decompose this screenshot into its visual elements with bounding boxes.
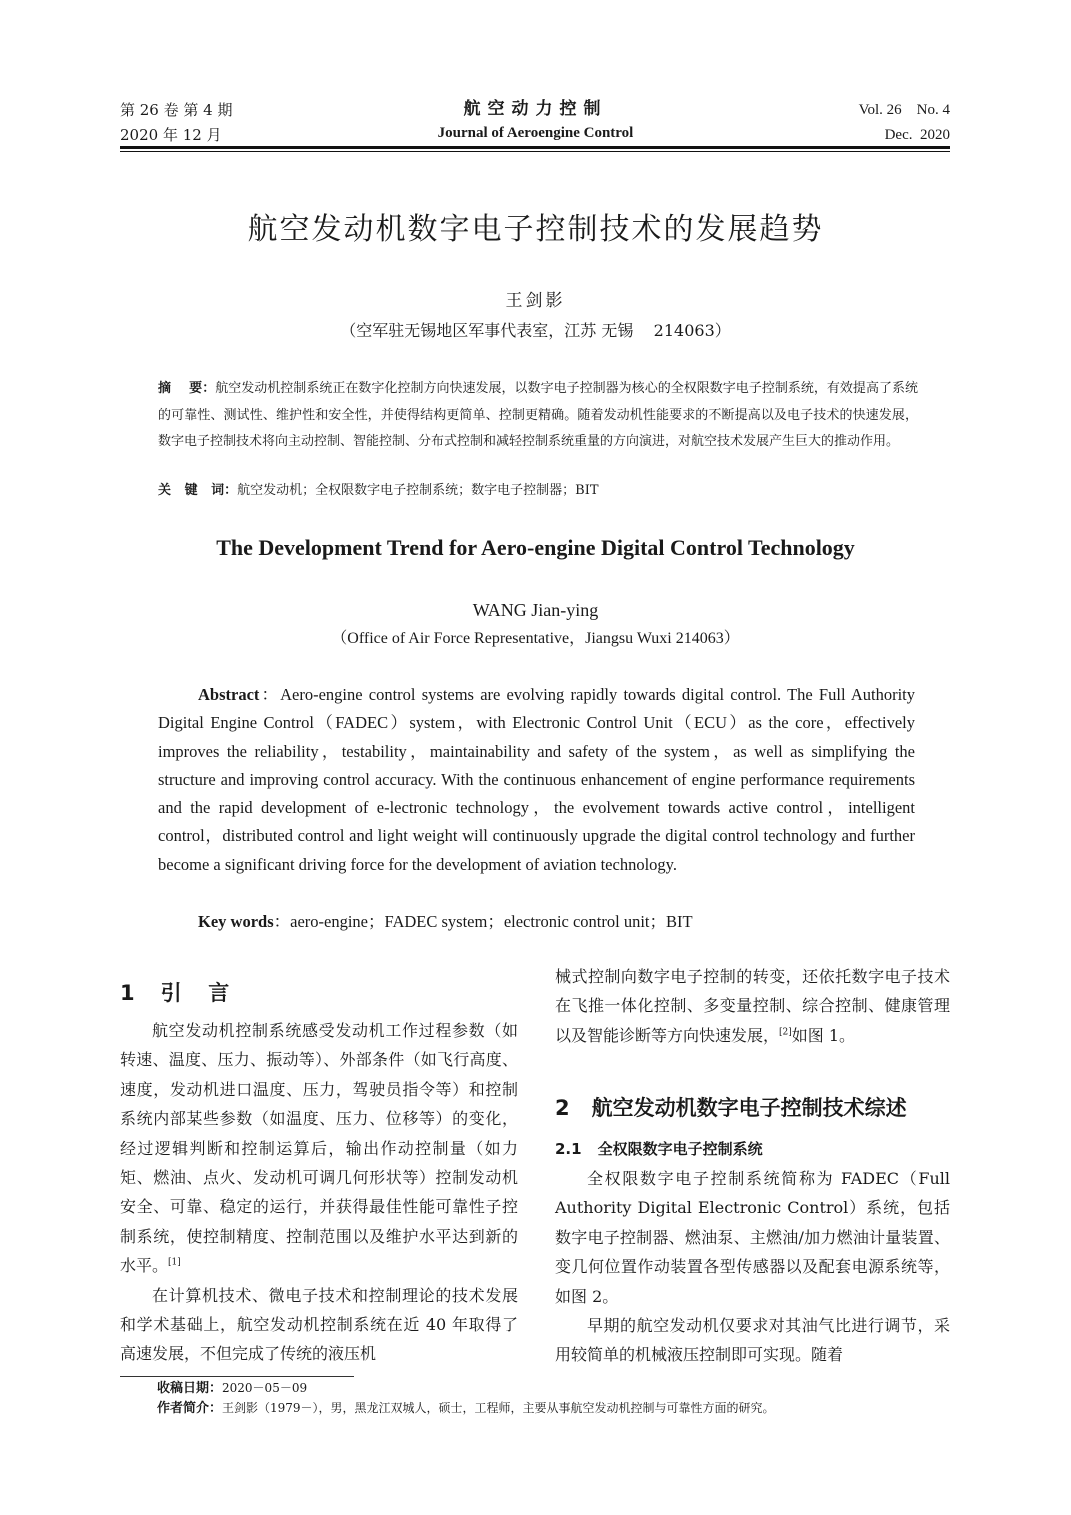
footnote-bio-value: 王剑影（1979－），男，黑龙江双城人，硕士，工程师，主要从事航空发动机控制与可靠性方面的研究。 (222, 1401, 775, 1415)
date-en: Dec. 2020 (884, 127, 950, 143)
section-2-title: 航空发动机数字电子控制技术综述 (591, 1096, 907, 1120)
section-1-cont-end: 如图 1。 (791, 1025, 856, 1045)
journal-name-en: Journal of Aeroengine Control (437, 125, 634, 141)
keywords-en (198, 908, 918, 936)
abstract-cn (158, 376, 918, 456)
section-2-1-heading (555, 1136, 763, 1162)
citation-1: [1] (168, 1257, 181, 1268)
header-rule-thick (120, 146, 950, 149)
section-1-paragraph-2-cont (555, 962, 950, 1050)
section-1-cont-text: 械式控制向数字电子控制的转变，还依托数字电子技术在飞推一体化控制、多变量控制、综合控制、健康管理以及智能诊断等方向快速发展， (555, 967, 950, 1045)
section-2-1-paragraph-2: 早期的航空发动机仅要求对其油气比进行调节，采用较简单的机械液压控制即可实现。随着 (555, 1316, 950, 1365)
affiliation-en: （Office of Air Force Representative，Jiangsu Wuxi 214063） (331, 630, 740, 647)
section-1-paragraph-2: 在计算机技术、微电子技术和控制理论的技术发展和学术基础上，航空发动机控制系统在近 40 年取得了高速发展，不但完成了传统的液压机 (120, 1285, 518, 1364)
paper-title-cn: 航空发动机数字电子控制技术的发展趋势 (247, 212, 824, 247)
footnote-received-label: 收稿日期： (157, 1381, 223, 1396)
footnote-bio-label: 作者简介： (157, 1401, 223, 1416)
abstract-en-label: Abstract (198, 685, 260, 704)
right-column-bottom (555, 1164, 950, 1370)
issue-info-en (859, 98, 950, 148)
abstract-en-text: Aero-engine control systems are evolving rapidly towards digital control. The Full Authority Digital Engine Control（FADEC）system，with Electronic Control Unit（ECU）as the core，effectively improves the reliability，testability，maintainability and safety of the system，as well as simplifying the structure and improving control accuracy. With the continuous enhancement of engine performance requirements and the rapid development of e-lectronic technology，the evolvement towards active control，intelligent control，distributed control and light weight will continuously upgrade the digital control technology and further become a significant driving force for the development of aviation technology. (158, 685, 915, 874)
footnote-received-value: 2020－05－09 (222, 1381, 308, 1395)
abstract-cn-text: 航空发动机控制系统正在数字化控制方向快速发展，以数字电子控制器为核心的全权限数字电子控制系统，有效提高了系统的可靠性、测试性、维护性和安全性，并使得结构更简单、控制更精确。随着发动机性能要求的不断提高以及电子技术的快速发展，数字电子控制技术将向主动控制、智能控制、分布式控制和减轻控制系统重量的方向演进，对航空技术发展产生巨大的推动作用。 (158, 381, 918, 449)
abstract-cn-label: 摘 要： (158, 381, 216, 396)
section-1-paragraph-1-text: 航空发动机控制系统感受发动机工作过程参数（如转速、温度、压力、振动等）、外部条件（如飞行高度、速度，发动机进口温度、压力，驾驶员指令等）和控制系统内部某些参数（如温度、压力、位移等）的变化，经过逻辑判断和控制运算后，输出作动控制量（如力矩、燃油、点火、发动机可调几何形状等）控制发动机安全、可靠、稳定的运行，并获得最佳性能可靠性子控制系统，使控制精度、控制范围以及维护水平达到新的水平。 (120, 1021, 518, 1276)
footnote-author-bio (157, 1398, 957, 1419)
author-name-en: WANG Jian-ying (472, 600, 599, 620)
paper-title-en: The Development Trend for Aero-engine Digital Control Technology (216, 535, 855, 560)
section-2-1-number: 2.1 (555, 1140, 582, 1158)
date-cn: 2020 年 12 月 (120, 126, 222, 144)
keywords-en-sep: ： (273, 912, 291, 931)
section-2-1-title: 全权限数字电子控制系统 (597, 1140, 763, 1158)
keywords-cn (158, 480, 918, 502)
abstract-en-sep: ： (259, 685, 281, 704)
section-1-paragraph-1 (120, 1016, 518, 1281)
footnote-rule (120, 1376, 354, 1377)
volume-cn: 第 26 卷 第 4 期 (120, 101, 233, 119)
right-column-top (555, 962, 950, 1050)
affiliation-cn: （空军驻无锡地区军事代表室，江苏 无锡 214063） (340, 321, 731, 340)
header-rule-thin (120, 151, 950, 152)
author-name-cn: 王剑影 (505, 291, 566, 311)
section-2-number: 2 (555, 1096, 570, 1120)
section-2-1-paragraph-1: 全权限数字电子控制系统简称为 FADEC（Full Authority Digital Electronic Control）系统，包括数字电子控制器、燃油泵、主燃油/加力燃油计量装置、变几何位置作动装置各型传感器以及配套电源系统等，如图 2。 (555, 1169, 950, 1306)
section-2-heading (555, 1092, 907, 1124)
left-column (120, 1016, 518, 1369)
citation-2: [2] (779, 1027, 792, 1038)
journal-name-cn: 航空动力控制 (463, 99, 608, 119)
keywords-en-label: Key words (198, 912, 274, 931)
section-1-number: 1 (120, 981, 139, 1005)
section-1-heading (120, 977, 233, 1009)
keywords-cn-text: 航空发动机；全权限数字电子控制系统；数字电子控制器；BIT (237, 483, 599, 498)
volume-en: Vol. 26 No. 4 (858, 102, 950, 118)
abstract-en (158, 681, 915, 879)
keywords-cn-label: 关 键 词： (158, 483, 238, 498)
keywords-en-text: aero-engine；FADEC system；electronic control unit；BIT (290, 912, 693, 931)
footnote-received (157, 1378, 957, 1399)
section-1-title: 引 言 (160, 981, 234, 1005)
